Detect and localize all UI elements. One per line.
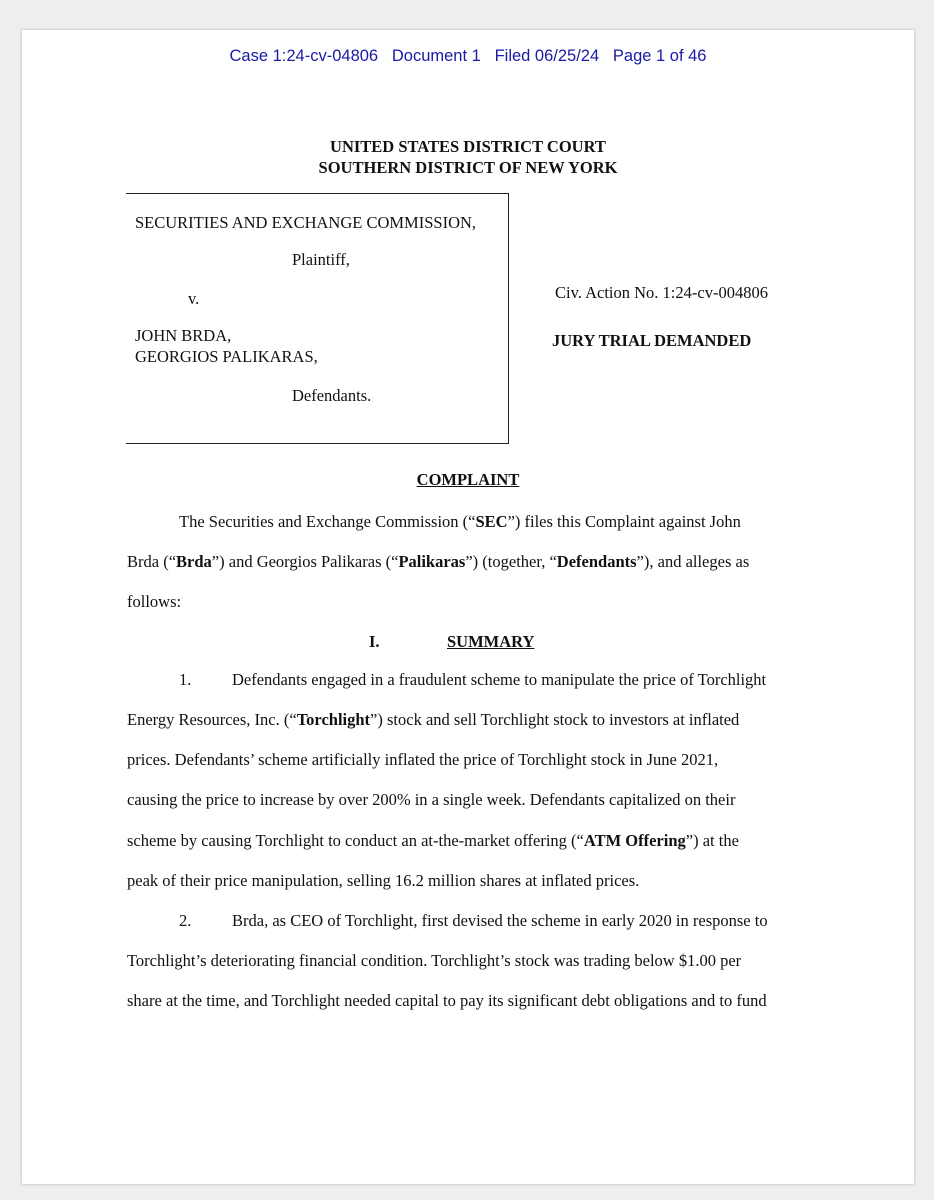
plaintiff-name: SECURITIES AND EXCHANGE COMMISSION, — [135, 213, 477, 232]
para-2-number: 2. — [179, 911, 192, 930]
defendant-role: Defendants. — [292, 386, 372, 405]
para-2-line-2: Torchlight’s deteriorating financial condition. Torchlight’s stock was trading below $1.00 per — [127, 951, 742, 970]
court-name: UNITED STATES DISTRICT COURT — [330, 137, 606, 156]
para-1-line-2: Energy Resources, Inc. (“Torchlight”) stock and sell Torchlight stock to investors at inflated — [127, 710, 740, 729]
para-1-line-6: peak of their price manipulation, selling 16.2 million shares at inflated prices. — [127, 871, 640, 890]
jury-demand: JURY TRIAL DEMANDED — [552, 331, 752, 350]
para-1-line-1: Defendants engaged in a fraudulent scheme to manipulate the price of Torchlight — [232, 670, 767, 689]
civ-action-number: Civ. Action No. 1:24-cv-004806 — [555, 283, 768, 302]
court-district: SOUTHERN DISTRICT OF NEW YORK — [318, 158, 618, 177]
case-header: Case 1:24-cv-04806 Document 1 Filed 06/25/24 Page 1 of 46 — [229, 47, 707, 65]
section-number: I. — [369, 632, 380, 651]
defendant-palikaras: GEORGIOS PALIKARAS, — [135, 347, 318, 366]
para-1-line-5: scheme by causing Torchlight to conduct an at-the-market offering (“ATM Offering”) at the — [127, 831, 739, 850]
plaintiff-role: Plaintiff, — [292, 250, 350, 269]
para-1-line-3: prices. Defendants’ scheme artificially inflated the price of Torchlight stock in June 2021, — [127, 750, 719, 769]
intro-line-1: The Securities and Exchange Commission (“SEC”) files this Complaint against John — [179, 512, 741, 531]
para-2-line-1: Brda, as CEO of Torchlight, first devised the scheme in early 2020 in response to — [232, 911, 768, 930]
defendant-brda: JOHN BRDA, — [135, 326, 232, 345]
document-page — [22, 30, 914, 1184]
section-title: SUMMARY — [447, 632, 535, 651]
para-1-line-4: causing the price to increase by over 200% in a single week. Defendants capitalized on their — [127, 790, 736, 809]
para-2-line-3: share at the time, and Torchlight needed capital to pay its significant debt obligations and to fund — [127, 991, 767, 1010]
intro-line-3: follows: — [127, 592, 182, 611]
complaint-title: COMPLAINT — [416, 470, 520, 489]
para-1-number: 1. — [179, 670, 192, 689]
intro-line-2: Brda (“Brda”) and Georgios Palikaras (“Palikaras”) (together, “Defendants”), and alleges as — [127, 552, 750, 571]
versus: v. — [188, 289, 200, 308]
